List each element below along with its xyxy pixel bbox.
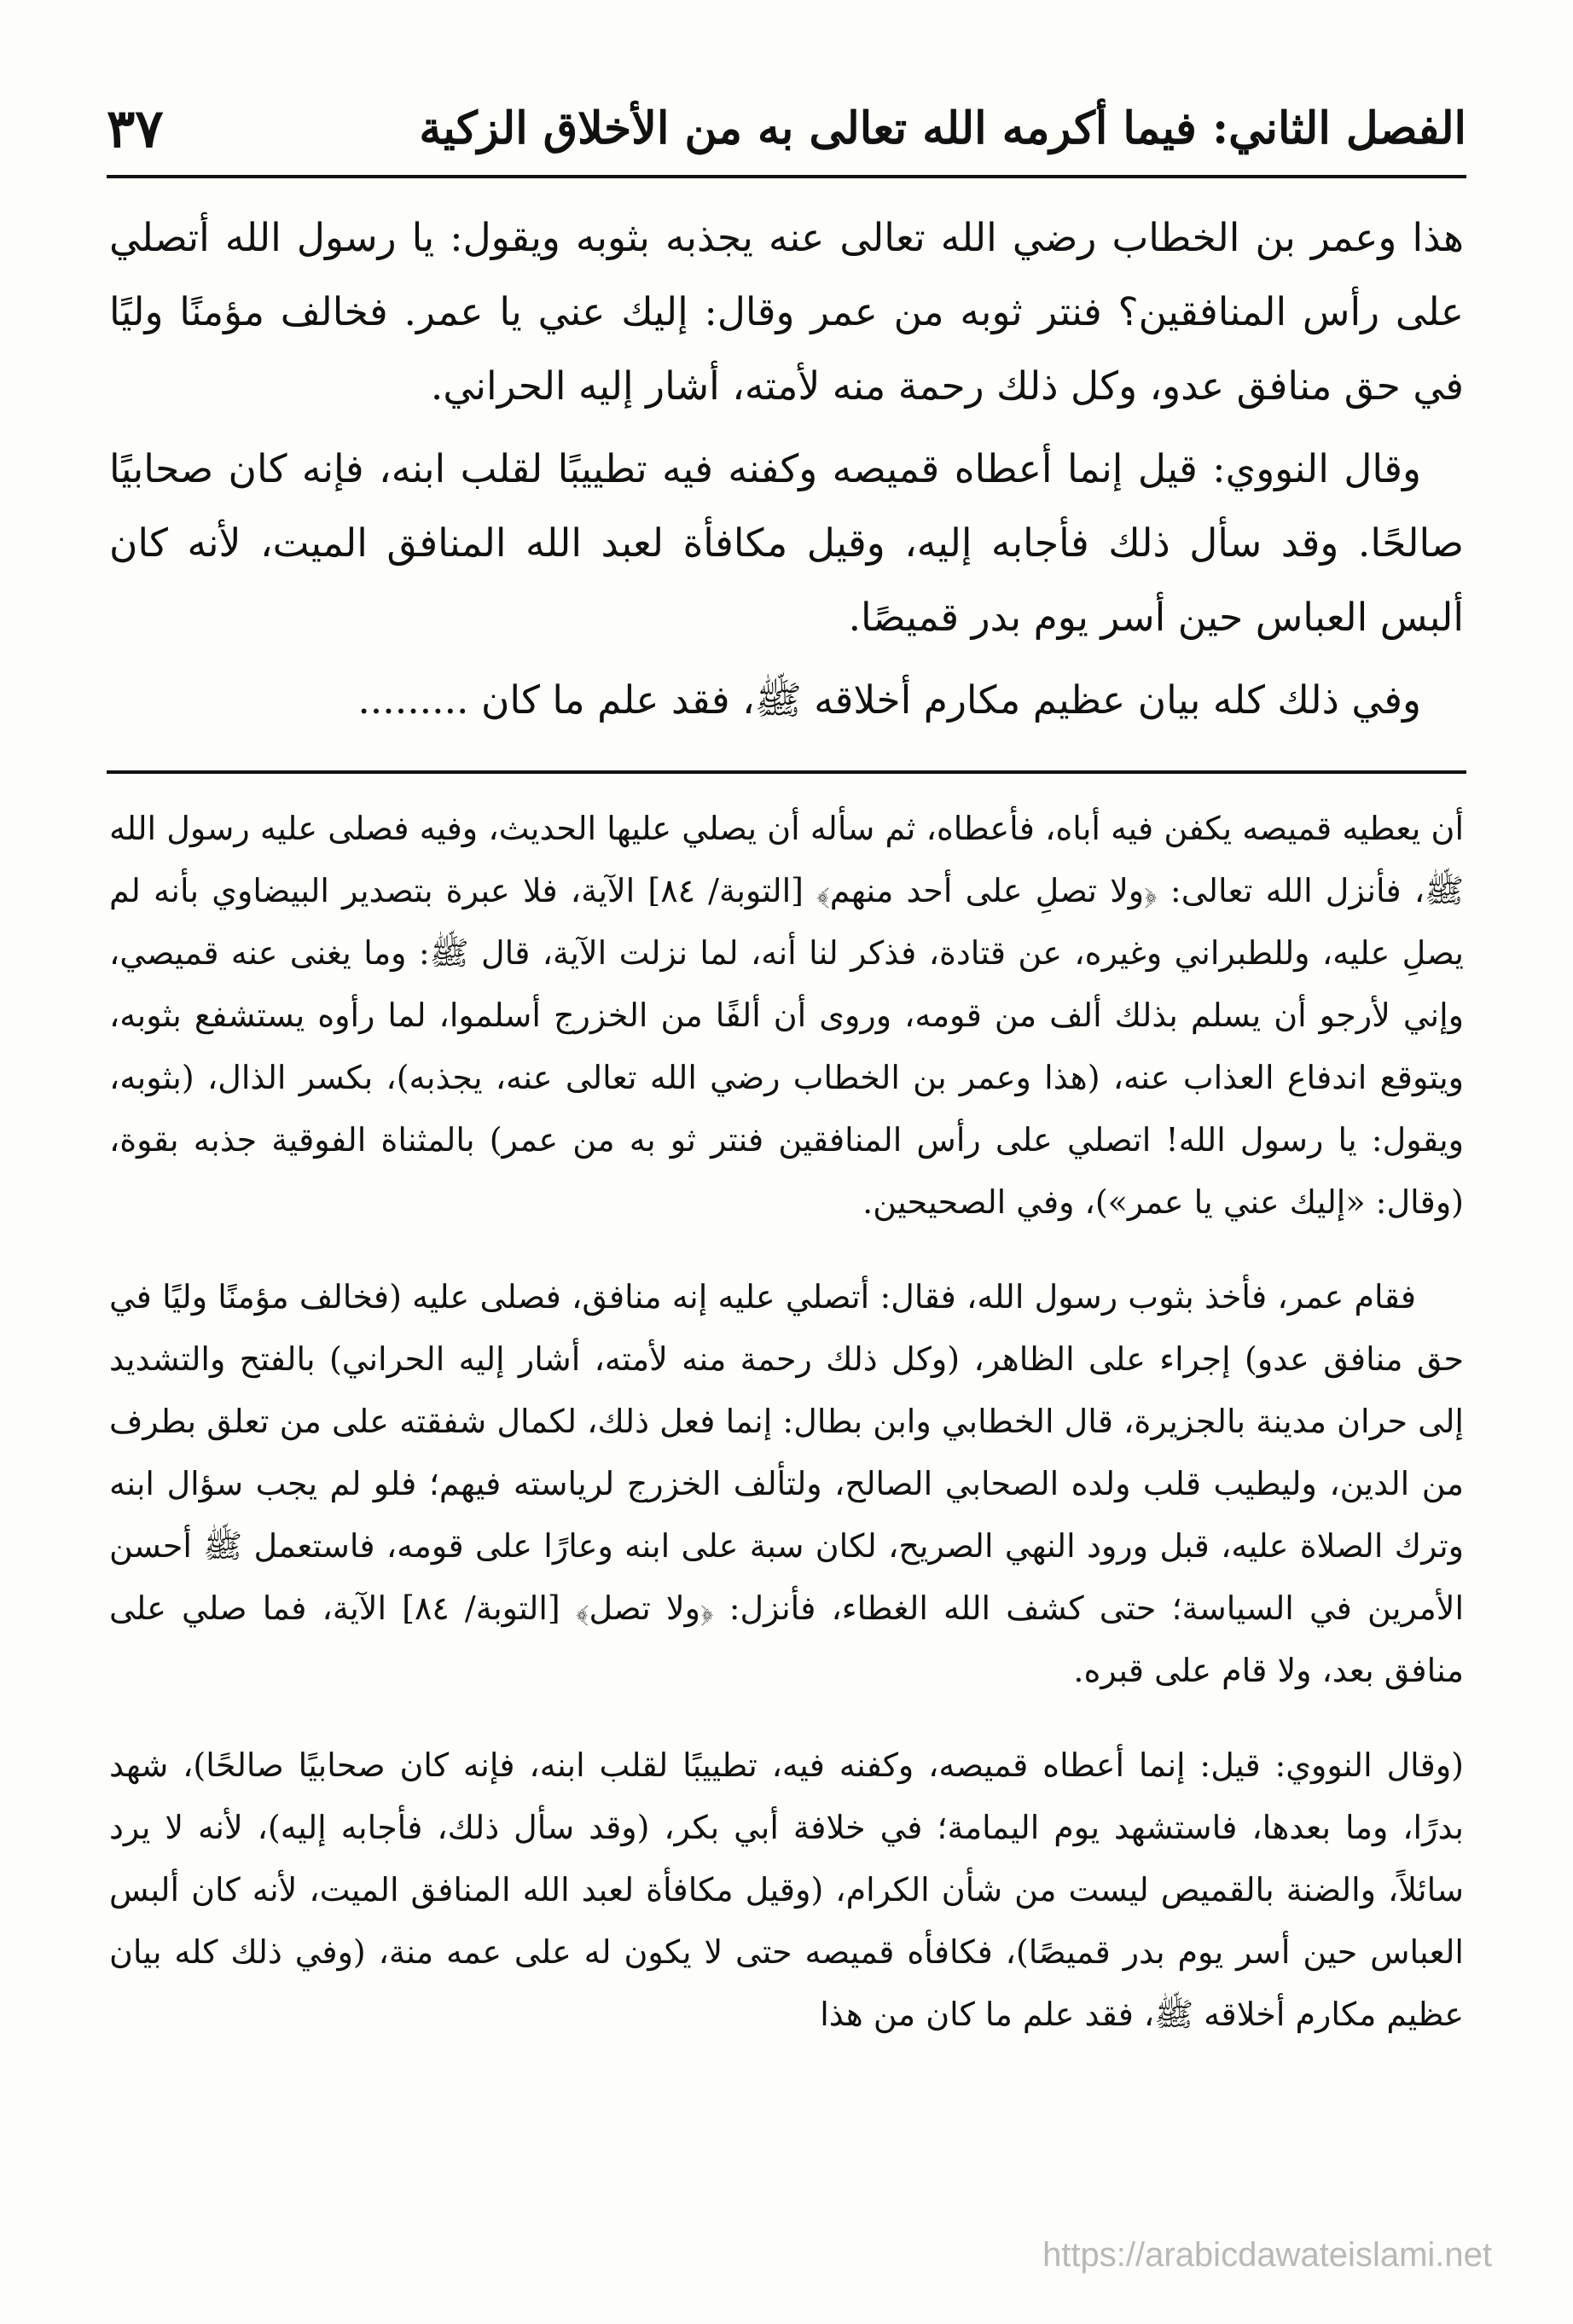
matn-paragraph: وقال النووي: قيل إنما أعطاه قميصه وكفنه فيه تطييبًا لقلب ابنه، فإنه كان صحابيًا صالحًا. وقد سأل ذلك فأجابه إليه، وقيل مكافأة لعبد الله المنافق الميت، لأنه كان ألبس العباس حين أسر يوم بدر قميصًا. [109,446,1464,640]
sharh-paragraph: أن يعطيه قميصه يكفن فيه أباه، فأعطاه، ثم سأله أن يصلي عليها الحديث، وفيه فصلى عليه رسول الله ﷺ، فأنزل الله تعالى: ﴿ولا تصلِ على أحد منهم﴾ [التوبة/ ٨٤] الآية، فلا عبرة بتصدير البيضاوي بأنه لم يصلِ عليه، وللطبراني وغيره، عن قتادة، فذكر لنا أنه، لما نزلت الآية، قال ﷺ: وما يغنى عنه قميصي، وإني لأرجو أن يسلم بذلك ألف من قومه، وروى أن ألفًا من الخزرج أسلموا، لما رأوه يستشفع بثوبه، ويتوقع اندفاع العذاب عنه، (هذا وعمر بن الخطاب رضي الله تعالى عنه، يجذبه)، بكسر الذال، (بثوبه، ويقول: يا رسول الله! اتصلي على رأس المنافقين فنتر ثو به من عمر) بالمثناة الفوقية جذبه بقوة، (وقال: «إليك عني يا عمر»)، وفي الصحيحين. [109,810,1464,1221]
page-number: ٣٧ [107,96,164,160]
page-header [107,81,1466,175]
source-watermark: https://arabicdawateislami.net [1042,2236,1492,2274]
matn-paragraph: هذا وعمر بن الخطاب رضي الله تعالى عنه يجذبه بثوبه ويقول: يا رسول الله أتصلي على رأس المنافقين؟ فنتر ثوبه من عمر وقال: إليك عني يا عمر. فخالف مؤمنًا وليًا في حق منافق عدو، وكل ذلك رحمة منه لأمته، أشار إليه الحراني. [109,215,1464,409]
matn-sharh-divider [107,770,1466,774]
matn-paragraph: وفي ذلك كله بيان عظيم مكارم أخلاقه ﷺ، فقد علم ما كان ......... [357,677,1421,723]
sharh-paragraph: فقام عمر، فأخذ بثوب رسول الله، فقال: أتصلي عليه إنه منافق، فصلى عليه (فخالف مؤمنًا وليًا في حق منافق عدو) إجراء على الظاهر، (وكل ذلك رحمة منه لأمته، أشار إليه الحراني) بالفتح والتشديد إلى حران مدينة بالجزيرة، قال الخطابي وابن بطال: إنما فعل ذلك، لكمال شفقته على من تعلق بطرف من الدين، وليطيب قلب ولده الصحابي الصالح، ولتألف الخزرج لرياسته فيهم؛ فلو لم يجب سؤال ابنه وترك الصلاة عليه، قبل ورود النهي الصريح، لكان سبة على ابنه وعارًا على قومه، فاستعمل ﷺ أحسن الأمرين في السياسة؛ حتى كشف الله الغطاء، فأنزل: ﴿ولا تصل﴾ [التوبة/ ٨٤] الآية، فما صلي على منافق بعد، ولا قام على قبره. [109,1278,1464,1689]
running-title: الفصل الثاني: فيما أكرمه الله تعالى به من الأخلاق الزكية [419,102,1466,154]
matn-text-block [109,200,1464,737]
sharh-paragraph: (وقال النووي: قيل: إنما أعطاه قميصه، وكفنه فيه، تطييبًا لقلب ابنه، فإنه كان صحابيًا صالحًا)، شهد بدرًا، وما بعدها، فاستشهد يوم اليمامة؛ في خلافة أبي بكر، (وقد سأل ذلك، فأجابه إليه)، لأنه لا يرد سائلاً، والضنة بالقميص ليست من شأن الكرام، (وقيل مكافأة لعبد الله المنافق الميت، لأنه كان ألبس العباس حين أسر يوم بدر قميصًا)، فكافأه قميصه حتى لا يكون له على عمه منة، (وفي ذلك كله بيان عظيم مكارم أخلاقه ﷺ، فقد علم ما كان من هذا [109,1746,1465,2033]
header-rule [107,175,1466,178]
sharh-commentary-block [109,798,1464,2046]
